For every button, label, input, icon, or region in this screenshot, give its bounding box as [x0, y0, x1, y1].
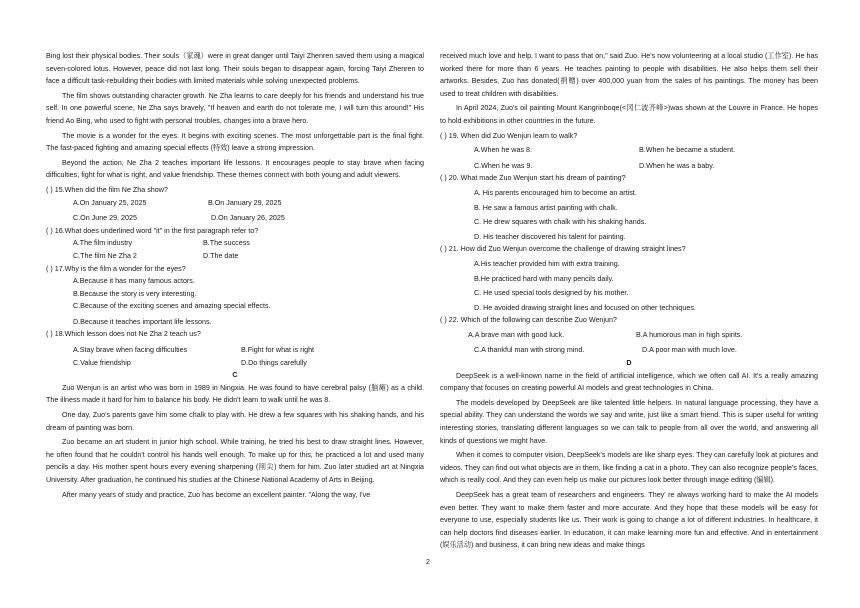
- paragraph: The film shows outstanding character growth. Ne Zha learns to care deeply for his friends and understand his true self. In one powerful scene, Ne Zha says bravely, "If heaven and earth do not tolerate me, I will turn this around!" His friend Ao Bing, who used to fight with personal troubles, changes into a brave hero.: [46, 91, 424, 125]
- question-22-options: [440, 329, 818, 342]
- option: D.Do things carefully: [241, 358, 307, 367]
- question-17: ( ) 17.Why is the film a wonder for the eyes?: [46, 264, 186, 273]
- option: A.Stay brave when facing difficulties: [73, 346, 188, 355]
- question-22: ( ) 22. Which of the following can describe Zuo Wenjun?: [440, 316, 617, 325]
- question-18-options: [46, 357, 424, 370]
- question-19-options: [440, 160, 818, 173]
- option: C. He drew squares with chalk with his shaking hands.: [474, 218, 647, 227]
- option: C.A thankful man with strong mind.: [474, 346, 585, 355]
- option: B.A humorous man in high spirits.: [636, 330, 743, 339]
- option: C.On June 29, 2025: [73, 214, 137, 223]
- option: B. He saw a famous artist painting with chalk.: [474, 203, 618, 212]
- option: A.When he was 8.: [474, 146, 532, 155]
- option: C.Because of the exciting scenes and amazing special effects.: [73, 302, 271, 311]
- paragraph: Zuo became an art student in junior high school. While training, he tried his best to draw straight lines. However, he often found that he couldn't control his hands well enough. To make up for this, he practiced a lot and used many pencils a day. His mother spent hours every evening sharpening (削尖) them for him. Zuo later studied art at Ningxia University. After graduation, he continued his studies at the Chinese National Academy of Arts in Beijing.: [46, 438, 424, 484]
- option: D.Because it teaches important life lessons.: [73, 317, 212, 326]
- question-16: ( ) 16.What does underlined word "it" in the first paragraph refer to?: [46, 226, 259, 235]
- option: B.Because the story is very interesting.: [73, 289, 197, 298]
- question-19: ( ) 19. When did Zuo Wenjun learn to walk?: [440, 131, 578, 140]
- paragraph: DeepSeek has a great team of researchers and engineers. They' re always working hard to make the AI models even better. They want to make them faster and more accurate. And they hope that these models will be easy for everyone to use, especially students like us. Their work is going to change a lot of different industries. In healthcare, it can help doctors find diseases earlier. In education, it can make learning more fun and effective. And in entertainment (娱乐活动) and business, it can bring new ideas and make things: [440, 491, 818, 550]
- question-19-options: [440, 144, 818, 157]
- option: D.The date: [203, 251, 239, 260]
- question-22-options: [440, 344, 818, 357]
- option: C. He used special tools designed by his mother.: [474, 289, 629, 298]
- left-column: [46, 50, 424, 503]
- paragraph: One day, Zuo's parents gave him some chalk to play with. He drew a few squares with his shaking hands, and his dream of painting was born.: [46, 411, 424, 432]
- option: B.The success: [203, 239, 250, 248]
- question-20: ( ) 20. What made Zuo Wenjun start his dream of painting?: [440, 174, 626, 183]
- question-18-options: [46, 344, 424, 357]
- question-21: ( ) 21. How did Zuo Wenjun overcome the challenge of drawing straight lines?: [440, 245, 686, 254]
- option: A.A brave man with good luck.: [468, 330, 565, 339]
- section-heading-c: C: [232, 371, 238, 380]
- paragraph: received much love and help. I want to pass that on," said Zuo. He's now volunteering at a local studio (工作室). He has worked there for more than 6 years. He teaches painting to people with disabilities. He also helps them sell their artworks. Besides, Zuo has donated(捐赠) over 400,000 yuan from the sales of his paintings. The money has been used to treat children with disabilities.: [440, 52, 818, 98]
- paragraph: The models developed by DeepSeek are like talented little helpers. In natural language processing, they have a special ability. They can understand the words we say and write, just like a smart friend. This is super useful for writing interesting stories, translating different languages so we can talk to people from all over the world, and answering all kinds of questions we might have.: [440, 398, 818, 445]
- option: A.Because it has many famous actors.: [73, 277, 195, 286]
- paragraph: When it comes to computer vision, DeepSeek's models are like sharp eyes. They can carefully look at pictures and videos. They can find out what objects are in them, like finding a cat in a photo. They can also recognize people's faces, which is really cool. And they can even help us make our pictures look better through image editing (编辑).: [440, 451, 819, 485]
- option: D.A poor man with much love.: [642, 346, 737, 355]
- option: C.Value friendship: [73, 358, 131, 367]
- paragraph: Beyond the action, Ne Zha 2 teaches important life lessons. It encourages people to stay brave when facing difficulties, fight for what is right, and value friendship. These themes connect with both young and adult viewers.: [46, 158, 424, 180]
- question-16-options: [46, 250, 424, 263]
- option: A.The film industry: [73, 239, 133, 248]
- question-16-options: [46, 237, 424, 250]
- option: D.When he was a baby.: [639, 161, 715, 170]
- option: C.When he was 9.: [474, 161, 533, 170]
- option: B.Fight for what is right: [241, 346, 315, 355]
- question-15: ( ) 15.When did the film Ne Zha show?: [46, 185, 168, 194]
- option: A.His teacher provided him with extra training.: [474, 259, 620, 268]
- paragraph: Zuo Wenjun is an artist who was born in 1989 in Ningxia. He was found to have cerebral palsy (脑瘫) as a child. The illness made it hard for him to balance his body. He didn't learn to walk until he was 8.: [46, 383, 424, 405]
- option: D.On January 26, 2025: [211, 214, 285, 223]
- paragraph: The movie is a wonder for the eyes. It begins with exciting scenes. The most unforgettable part is the final fight. The fast-paced fighting and amazing special effects (特效) leave a strong impression.: [46, 131, 424, 153]
- paragraph: In April 2024, Zuo's oil painting Mount Kangrinboqe(<冈仁波齐峰>)was shown at the Louvre in France. He hopes to hold exhibitions in other countries in the future.: [440, 104, 818, 125]
- paragraph: After many years of study and practice, Zuo has become an excellent painter. "Along the way, I've: [62, 490, 371, 499]
- paragraph: DeepSeek is a well-known name in the field of artificial intelligence, which we often call AI. It's a really amazing company that focuses on creating powerful AI models and great technologies in China.: [440, 371, 818, 393]
- option: B.On January 29, 2025: [208, 198, 282, 207]
- right-column: [440, 50, 818, 554]
- option: B.He practiced hard with many pencils daily.: [474, 274, 614, 283]
- option: A. His parents encouraged him to become an artist.: [474, 188, 637, 197]
- option: A.On January 25, 2025: [73, 198, 147, 207]
- option: D. He avoided drawing straight lines and focused on other techniques.: [474, 303, 696, 312]
- question-18: ( ) 18.Which lesson does not Ne Zha 2 teach us?: [46, 330, 201, 339]
- section-heading-d: D: [626, 359, 632, 368]
- option: D. His teacher discovered his talent for painting.: [474, 232, 626, 241]
- option: C.The film Ne Zha 2: [73, 251, 137, 260]
- question-15-options: [46, 197, 424, 210]
- page-number: 2: [426, 559, 430, 566]
- question-15-options: [46, 212, 424, 225]
- option: B.When he became a student.: [639, 146, 736, 155]
- paragraph: Bing lost their physical bodies. Their souls（家魂）were in great danger until Taiyi Zhenren saved them using a magical seven-colored lotus. However, peace did not last long. Their souls began to disappear again, forcing Taiyi Zhenren to face a difficult task-rebuilding their bodies with limited materials while solving unexpected problems.: [46, 52, 424, 86]
